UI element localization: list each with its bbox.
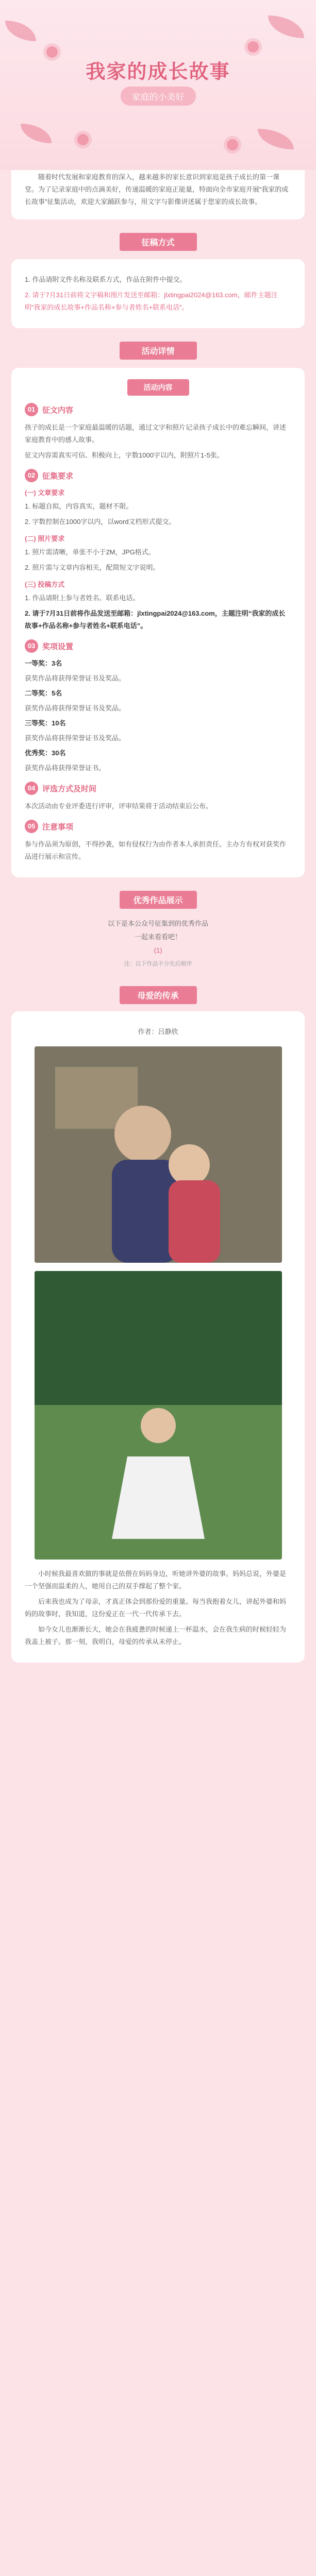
leaf-decoration <box>258 129 294 149</box>
showcase-line: 一起来看看吧！ <box>134 933 181 941</box>
content-text: 征文内容需真实可信、积极向上，字数1000字以内，附照片1-5张。 <box>25 451 224 459</box>
outdoor-photo <box>35 1271 282 1560</box>
hero-banner <box>0 0 316 170</box>
section-title: 奖项设置 <box>42 642 74 651</box>
requirement-text: 2. 请于7月31日前将作品发送至邮箱：jlxtingpai2024@163.com，主题注明“我家的成长故事+作品名称+参与者姓名+联系电话”。 <box>25 609 286 630</box>
showcase-line: 注：以下作品不分先后顺序 <box>124 961 192 967</box>
page-subtitle: 家庭的小美好 <box>121 87 196 106</box>
section-heading <box>25 469 291 482</box>
section-heading <box>25 639 291 653</box>
requirement-subtitle: (二) 照片要求 <box>25 535 65 543</box>
requirement-subtitle: (一) 文章要求 <box>25 489 65 497</box>
requirement-text: 1. 作品请附上参与者姓名、联系电话。 <box>25 594 140 602</box>
showcase-line: (1) <box>154 946 162 954</box>
section-number: 03 <box>25 639 38 653</box>
leaf-decoration <box>268 15 304 38</box>
requirement-subtitle: (三) 投稿方式 <box>25 581 65 588</box>
prize-level: 三等奖：10名 <box>25 719 66 727</box>
section-heading <box>25 820 291 833</box>
section-number: 01 <box>25 403 38 416</box>
essay-paragraph: 小时候我最喜欢做的事就是依偎在妈妈身边，听她讲外婆的故事。妈妈总说，外婆是一个坚强而温柔的人，她用自己的双手撑起了整个家。 <box>25 1570 287 1590</box>
section-number: 02 <box>25 469 38 482</box>
section-title: 评选方式及时间 <box>42 784 97 793</box>
photo-illustration <box>35 1271 282 1560</box>
rules-tag: 征稿方式 <box>120 233 197 251</box>
flower-icon <box>77 134 89 145</box>
rules-card <box>11 259 305 328</box>
essay-title: 母爱的传承 <box>120 986 197 1004</box>
activity-card <box>11 368 305 877</box>
rules-item: 1. 作品请附文件名称及联系方式，作品在附件中提交。 <box>25 276 187 283</box>
judging-text: 本次活动由专业评委进行评审，评审结果将于活动结束后公布。 <box>25 802 213 810</box>
requirement-text: 2. 字数控制在1000字以内，以word文档形式提交。 <box>25 518 176 526</box>
prize-level: 优秀奖：30名 <box>25 749 66 757</box>
section-heading <box>25 403 291 416</box>
flower-icon <box>227 139 238 150</box>
showcase-line: 以下是本公众号征集到的优秀作品 <box>107 920 208 927</box>
showcase-intro <box>0 917 316 971</box>
section-number: 04 <box>25 782 38 795</box>
content-text: 孩子的成长是一个家庭最温暖的话题，通过文字和照片记录孩子成长中的难忘瞬间，讲述家庭教育中的感人故事。 <box>25 423 287 444</box>
intro-text: 随着时代发展和家庭教育的深入，越来越多的家长意识到家庭是孩子成长的第一课堂。为了记录家庭中的点滴美好，传递温暖的家庭正能量，特面向全市家庭开展“我家的成长故事”征集活动，欢迎大家踊跃参与，用文字与影像讲述属于您家的成长故事。 <box>25 173 289 206</box>
notes-text: 参与作品须为原创，不得抄袭，如有侵权行为由作者本人承担责任。主办方有权对获奖作品进行展示和宣传。 <box>25 840 287 860</box>
essay-author: 作者：吕静欣 <box>138 1028 178 1036</box>
showcase-tag: 优秀作品展示 <box>120 891 197 909</box>
page-title: 我家的成长故事 <box>86 61 230 83</box>
section-number: 05 <box>25 820 38 833</box>
requirement-text: 2. 照片需与文章内容相关，配简短文字说明。 <box>25 564 160 571</box>
photo-illustration <box>35 1046 282 1263</box>
rules-item: 2. 请于7月31日前将文字稿和图片发送至邮箱：jlxtingpai2024@163.com，邮件主题注明“我家的成长故事+作品名称+参与者姓名+联系电话”。 <box>25 291 278 311</box>
prize-desc: 获奖作品将获得荣誉证书及奖品。 <box>25 704 126 712</box>
leaf-decoration <box>5 21 36 41</box>
content-tag: 活动内容 <box>127 379 189 396</box>
prize-level: 一等奖：3名 <box>25 659 62 667</box>
requirement-text: 1. 标题自拟，内容真实，题材不限。 <box>25 502 133 510</box>
essay-paragraph: 如今女儿也渐渐长大，她会在我疲惫的时候递上一杯温水，会在我生病的时候轻轻为我盖上被子。那一刻，我明白，母爱的传承从未停止。 <box>25 1625 287 1646</box>
flower-icon <box>247 41 259 53</box>
family-photo <box>35 1046 282 1263</box>
section-heading <box>25 782 291 795</box>
prize-desc: 获奖作品将获得荣誉证书及奖品。 <box>25 674 126 682</box>
leaf-decoration <box>21 124 52 143</box>
essay-paragraph: 后来我也成为了母亲，才真正体会到那份爱的重量。每当我抱着女儿，讲起外婆和妈妈的故事时，我知道，这份爱正在一代一代传承下去。 <box>25 1598 287 1618</box>
section-title: 注意事项 <box>42 822 74 832</box>
requirement-text: 1. 照片需清晰，单张不小于2M，JPG格式。 <box>25 548 155 556</box>
section-title: 征集要求 <box>42 471 74 481</box>
activity-tag: 活动详情 <box>120 342 197 360</box>
prize-desc: 获奖作品将获得荣誉证书。 <box>25 764 106 772</box>
essay-card <box>11 1011 305 1663</box>
prize-level: 二等奖：5名 <box>25 689 62 697</box>
prize-desc: 获奖作品将获得荣誉证书及奖品。 <box>25 734 126 742</box>
section-title: 征文内容 <box>42 405 74 415</box>
